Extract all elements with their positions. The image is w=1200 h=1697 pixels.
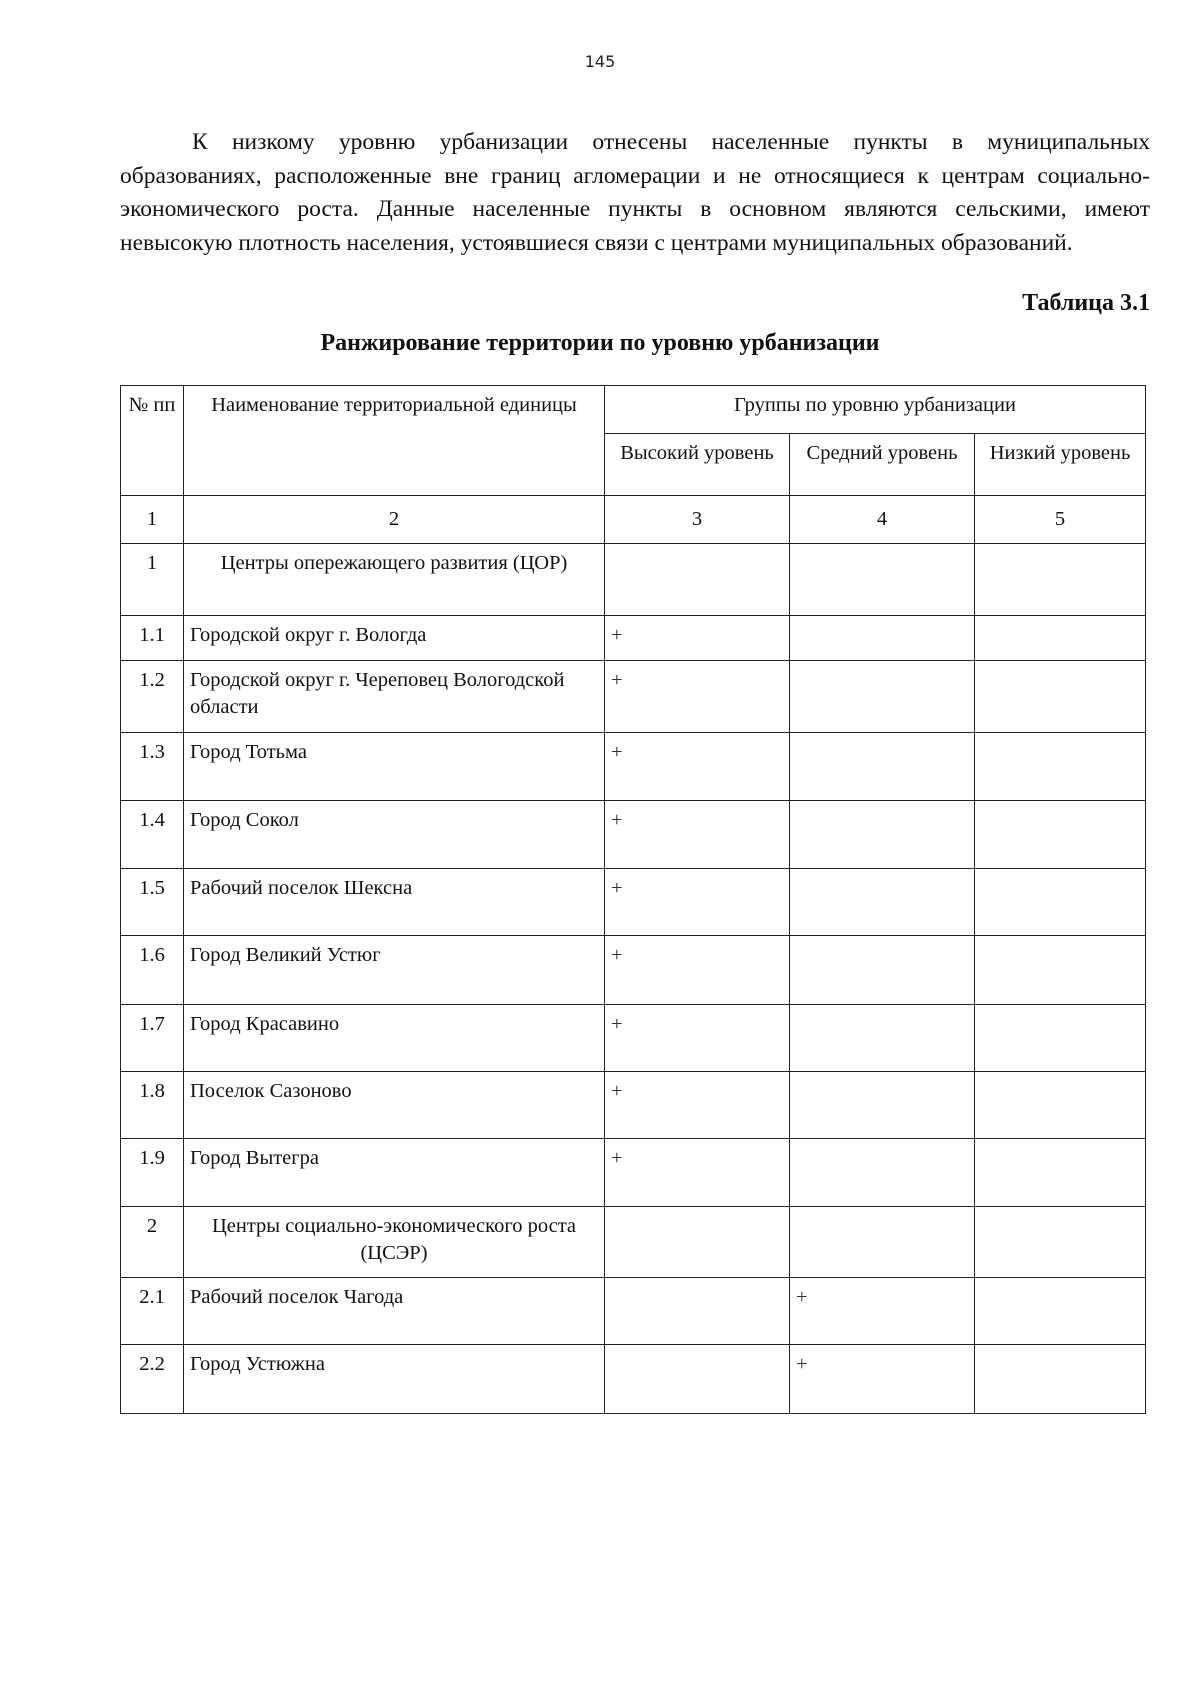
row-number: 1.8	[121, 1072, 184, 1139]
row-number: 1.4	[121, 801, 184, 869]
row-name: Город Вытегра	[184, 1139, 605, 1207]
medium-level-mark	[790, 661, 975, 733]
column-number: 2	[184, 496, 605, 544]
high-level-mark: +	[605, 936, 790, 1005]
medium-level-mark	[790, 869, 975, 936]
column-number: 4	[790, 496, 975, 544]
medium-level-mark	[790, 936, 975, 1005]
row-number: 2	[121, 1207, 184, 1278]
high-level-mark: +	[605, 869, 790, 936]
high-level-mark: +	[605, 801, 790, 869]
column-number: 1	[121, 496, 184, 544]
table-row	[121, 733, 1146, 801]
high-level-mark: +	[605, 1005, 790, 1072]
medium-level-mark	[790, 733, 975, 801]
medium-level-mark	[790, 544, 975, 616]
row-name: Рабочий поселок Чагода	[184, 1278, 605, 1345]
row-number: 1.6	[121, 936, 184, 1005]
intro-paragraph: К низкому уровню урбанизации отнесены населенные пункты в муниципальных образованиях, расположенные вне границ агломерации и не относящиеся к центрам социально-экономического роста. Данные населенные пункты в основном являются сельскими, имеют невысокую плотность населения, устоявшиеся связи с центрами муниципальных образований.	[120, 129, 1150, 256]
table-row	[121, 616, 1146, 661]
column-number: 3	[605, 496, 790, 544]
low-level-mark	[975, 544, 1146, 616]
row-number: 2.1	[121, 1278, 184, 1345]
low-level-mark	[975, 801, 1146, 869]
table-row	[121, 936, 1146, 1005]
low-level-mark	[975, 616, 1146, 661]
header-number: № пп	[121, 386, 184, 496]
high-level-mark: +	[605, 733, 790, 801]
high-level-mark	[605, 1345, 790, 1414]
medium-level-mark	[790, 1072, 975, 1139]
row-name: Центры опережающего развития (ЦОР)	[184, 544, 605, 616]
table-row	[121, 1005, 1146, 1072]
low-level-mark	[975, 1345, 1146, 1414]
high-level-mark: +	[605, 616, 790, 661]
table-row	[121, 1278, 1146, 1345]
row-name: Город Тотьма	[184, 733, 605, 801]
low-level-mark	[975, 1139, 1146, 1207]
low-level-mark	[975, 661, 1146, 733]
medium-level-mark	[790, 1005, 975, 1072]
row-number: 1.7	[121, 1005, 184, 1072]
table-row	[121, 1139, 1146, 1207]
row-name: Городской округ г. Череповец Вологодской области	[184, 661, 605, 733]
table-row	[121, 1207, 1146, 1278]
high-level-mark: +	[605, 661, 790, 733]
header-low-level: Низкий уровень	[975, 434, 1146, 496]
row-number: 1.3	[121, 733, 184, 801]
medium-level-mark	[790, 1207, 975, 1278]
table-row	[121, 869, 1146, 936]
row-name: Рабочий поселок Шексна	[184, 869, 605, 936]
table-label: Таблица 3.1	[1022, 290, 1150, 316]
high-level-mark	[605, 1278, 790, 1345]
urbanization-table	[120, 385, 1146, 1414]
high-level-mark	[605, 1207, 790, 1278]
column-number-row	[121, 496, 1146, 544]
high-level-mark: +	[605, 1139, 790, 1207]
row-name: Город Устюжна	[184, 1345, 605, 1414]
row-name: Центры социально-экономического роста (ЦСЭР)	[184, 1207, 605, 1278]
medium-level-mark: +	[790, 1345, 975, 1414]
row-number: 1.1	[121, 616, 184, 661]
low-level-mark	[975, 1005, 1146, 1072]
header-groups: Группы по уровню урбанизации	[605, 386, 1146, 434]
row-number: 1.9	[121, 1139, 184, 1207]
table-row	[121, 801, 1146, 869]
row-number: 2.2	[121, 1345, 184, 1414]
high-level-mark	[605, 544, 790, 616]
row-name: Городской округ г. Вологда	[184, 616, 605, 661]
table-row	[121, 1072, 1146, 1139]
row-number: 1	[121, 544, 184, 616]
row-name: Город Красавино	[184, 1005, 605, 1072]
page-number: 145	[584, 52, 616, 71]
low-level-mark	[975, 1207, 1146, 1278]
row-name: Поселок Сазоново	[184, 1072, 605, 1139]
medium-level-mark	[790, 1139, 975, 1207]
row-number: 1.2	[121, 661, 184, 733]
row-number: 1.5	[121, 869, 184, 936]
low-level-mark	[975, 936, 1146, 1005]
column-number: 5	[975, 496, 1146, 544]
low-level-mark	[975, 733, 1146, 801]
medium-level-mark	[790, 801, 975, 869]
medium-level-mark: +	[790, 1278, 975, 1345]
row-name: Город Сокол	[184, 801, 605, 869]
medium-level-mark	[790, 616, 975, 661]
row-name: Город Великий Устюг	[184, 936, 605, 1005]
low-level-mark	[975, 1278, 1146, 1345]
header-name: Наименование территориальной единицы	[184, 386, 605, 496]
table-row	[121, 544, 1146, 616]
table-row	[121, 1345, 1146, 1414]
header-medium-level: Средний уровень	[790, 434, 975, 496]
table-title: Ранжирование территории по уровню урбанизации	[320, 330, 880, 356]
header-high-level: Высокий уровень	[605, 434, 790, 496]
low-level-mark	[975, 869, 1146, 936]
table-row	[121, 661, 1146, 733]
high-level-mark: +	[605, 1072, 790, 1139]
low-level-mark	[975, 1072, 1146, 1139]
